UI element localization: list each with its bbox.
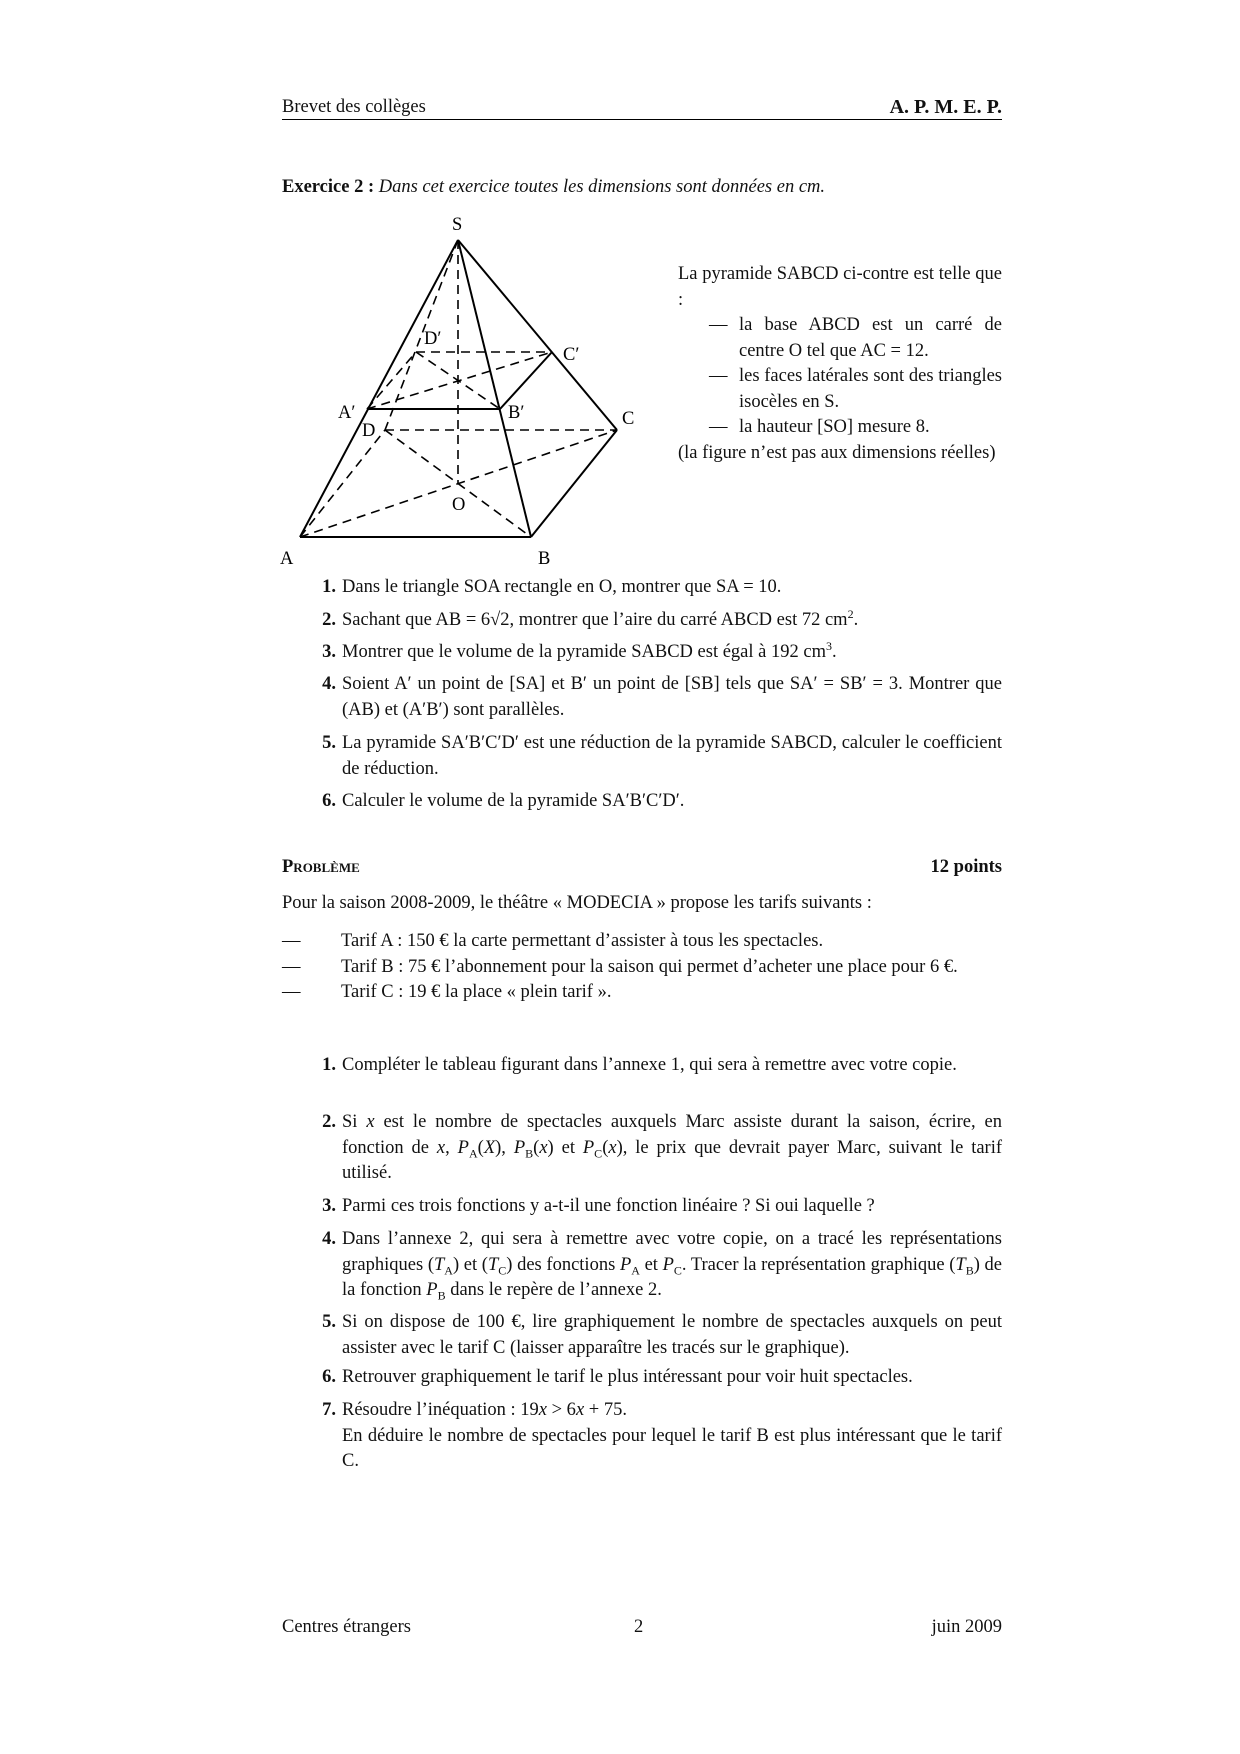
- question-number: 6.: [322, 1367, 336, 1387]
- math-var: T: [487, 1254, 499, 1275]
- label-B-prime: B′: [508, 403, 525, 423]
- description-note: (la figure n’est pas aux dimensions réelles): [678, 442, 996, 463]
- question-text: Compléter le tableau figurant dans l’annexe 1, qui sera à remettre avec votre copie.: [342, 1055, 957, 1075]
- subscript: B: [965, 1263, 974, 1278]
- question-text: Parmi ces trois fonctions y a-t-il une fonction linéaire ? Si oui laquelle ?: [342, 1196, 875, 1216]
- description-bullet: [678, 415, 1002, 441]
- problem-question-4: [310, 1227, 1002, 1304]
- math-var: x: [436, 1137, 446, 1158]
- label-B: B: [538, 549, 551, 569]
- header-left: Brevet des collèges: [282, 97, 426, 117]
- page-footer: [282, 1615, 1002, 1641]
- superscript: 2: [847, 606, 854, 621]
- exercise-question-1: [310, 575, 1002, 601]
- solid-edges: [300, 240, 617, 537]
- question-number: 4.: [322, 1229, 336, 1249]
- tarif-item: [282, 980, 1002, 1006]
- tarif-item: [282, 955, 1002, 981]
- math-var: P: [513, 1137, 526, 1158]
- problem-points: 12 points: [930, 857, 1002, 877]
- description-intro: La pyramide SABCD ci-contre est telle que :: [678, 264, 1002, 310]
- description-bullet: [678, 364, 1002, 415]
- math-var: P: [426, 1280, 438, 1300]
- question-text: Soient A′ un point de [SA] et B′ un point de [SB] tels que SA′ = SB′ = 3. Montrer que (AB) et (A′B′) sont parallèles.: [342, 674, 1002, 720]
- question-text: Dans le triangle SOA rectangle en O, montrer que SA = 10.: [342, 577, 782, 597]
- superscript: 3: [825, 638, 832, 653]
- dash-marker: —: [709, 417, 728, 437]
- description-bullet: [678, 313, 1002, 364]
- math-var: P: [662, 1254, 674, 1275]
- dash-marker: —: [282, 982, 301, 1002]
- label-O: O: [452, 495, 466, 515]
- label-A-prime: A′: [338, 403, 356, 423]
- exercise-title: Exercice 2 :: [282, 177, 375, 197]
- bullet-text: la hauteur [SO] mesure 8.: [739, 417, 930, 437]
- problem-question-5: [310, 1310, 1002, 1361]
- question-number: 4.: [322, 674, 336, 694]
- subscript: A: [631, 1263, 640, 1278]
- math-var: T: [434, 1254, 445, 1275]
- question-text: Montrer que le volume de la pyramide SABCD est égal à 192 $cm^3$.: [342, 638, 837, 662]
- hidden-edges: [300, 240, 617, 537]
- dash-marker: —: [282, 931, 301, 951]
- exercise-question-6: [310, 789, 1002, 815]
- exercise-question-2: [310, 608, 1002, 634]
- tarif-text: Tarif A : 150 € la carte permettant d’assister à tous les spectacles.: [341, 931, 824, 951]
- exercise-question-5: [310, 731, 1002, 782]
- question-text: Retrouver graphiquement le tarif le plus intéressant pour voir huit spectacles.: [342, 1367, 913, 1387]
- dash-marker: —: [282, 956, 301, 977]
- math-var: x: [575, 1400, 585, 1420]
- problem-question-2: [310, 1110, 1002, 1187]
- tarif-item: [282, 929, 1002, 955]
- math-var: x: [538, 1400, 547, 1420]
- label-C: C: [622, 409, 635, 429]
- question-text: Dans l’annexe 2, qui sera à remettre avec votre copie, on a tracé les représentations graphiques $(T_A)$ et $(T_C)$ des fonctions $P_A$ et $P_C$. Tracer la représentation graphique $(T_B)$ de la fonction $P_B$ dans le repère de l’annexe 2.: [342, 1229, 1002, 1303]
- subscript: B: [437, 1288, 446, 1303]
- question-number: 2.: [322, 610, 336, 630]
- question-number: 5.: [322, 1312, 336, 1332]
- label-A: A: [280, 549, 294, 569]
- footer-right: juin 2009: [931, 1617, 1002, 1637]
- figure-description: [678, 262, 1002, 466]
- question-text: Si on dispose de 100 €, lire graphiquement le nombre de spectacles auxquels on peut assister avec le tarif C (laisser apparaître les tracés sur le graphique).: [342, 1312, 1002, 1358]
- question-number: 7.: [322, 1400, 336, 1420]
- math-var: P: [457, 1137, 469, 1158]
- question-7-followup: En déduire le nombre de spectacles pour lequel le tarif B est plus intéressant que le tarif C.: [342, 1425, 1002, 1471]
- exercise-question-3: [310, 640, 1002, 666]
- label-C-prime: C′: [563, 345, 580, 365]
- math-var: x: [608, 1137, 617, 1158]
- bullet-text: les faces latérales sont des triangles isocèles en S.: [739, 366, 1002, 412]
- page-number: 2: [634, 1617, 644, 1637]
- subscript: A: [444, 1263, 453, 1278]
- label-S: S: [452, 215, 463, 235]
- question-number: 3.: [322, 642, 336, 662]
- subscript: A: [468, 1146, 478, 1161]
- problem-question-7: [310, 1398, 1002, 1475]
- math-var: X: [483, 1137, 496, 1158]
- header-right: A. P. M. E. P.: [889, 96, 1002, 118]
- question-number: 3.: [322, 1196, 336, 1216]
- question-number: 6.: [322, 791, 336, 811]
- question-text: La pyramide SA′B′C′D′ est une réduction de la pyramide SABCD, calculer le coefficient de réduction.: [342, 733, 1002, 779]
- dash-marker: —: [709, 366, 728, 386]
- math-var: P: [582, 1137, 595, 1158]
- tarif-text: Tarif B : 75 € l’abonnement pour la saison qui permet d’acheter une place pour 6 €.: [341, 956, 958, 977]
- question-text: Sachant que AB = 6√2, montrer que l’aire du carré ABCD est 72 $cm^2$.: [342, 606, 859, 630]
- problem-heading: [282, 855, 1002, 881]
- math-var: T: [955, 1254, 966, 1275]
- subscript: C: [498, 1263, 507, 1278]
- question-number: 5.: [322, 733, 336, 753]
- label-D: D: [362, 421, 376, 441]
- problem-intro: Pour la saison 2008-2009, le théâtre « MODECIA » propose les tarifs suivants :: [282, 893, 872, 913]
- problem-question-6: [310, 1365, 1002, 1391]
- math-var: x: [539, 1137, 548, 1158]
- question-text: Si x est le nombre de spectacles auxquels Marc assiste durant la saison, écrire, en fonction de x, $P_A(X)$, $P_B(x)$ et $P_C(x)$, le prix que devrait payer Marc, suivant le tarif utilisé.: [342, 1112, 1003, 1183]
- exercise-question-4: [310, 672, 1002, 723]
- footer-left: Centres étrangers: [282, 1617, 411, 1637]
- math-var: x: [366, 1112, 375, 1132]
- exercise-intro: Dans cet exercice toutes les dimensions sont données en cm.: [378, 177, 826, 197]
- subscript: B: [525, 1146, 534, 1161]
- question-text: Calculer le volume de la pyramide SA′B′C′D′.: [342, 791, 685, 811]
- bullet-text: la base ABCD est un carré de centre O tel que AC = 12.: [739, 315, 1002, 361]
- question-number: 1.: [322, 1055, 336, 1075]
- question-text: Résoudre l’inéquation : 19x > 6x + 75. En déduire le nombre de spectacles pour lequel le tarif B est plus intéressant que le tarif C.: [342, 1398, 1002, 1475]
- problem-title: Problème: [282, 857, 360, 877]
- dash-marker: —: [709, 315, 728, 335]
- problem-question-1: [310, 1053, 1002, 1079]
- subscript: C: [594, 1146, 603, 1161]
- question-number: 2.: [322, 1112, 336, 1132]
- question-number: 1.: [322, 577, 336, 597]
- tarif-list: [282, 929, 1002, 1006]
- label-D-prime: D′: [424, 329, 442, 349]
- pyramid-figure: [0, 0, 1240, 600]
- subscript: C: [673, 1263, 682, 1278]
- problem-question-3: [310, 1194, 1002, 1220]
- math-var: P: [619, 1254, 632, 1275]
- tarif-text: Tarif C : 19 € la place « plein tarif ».: [341, 982, 612, 1002]
